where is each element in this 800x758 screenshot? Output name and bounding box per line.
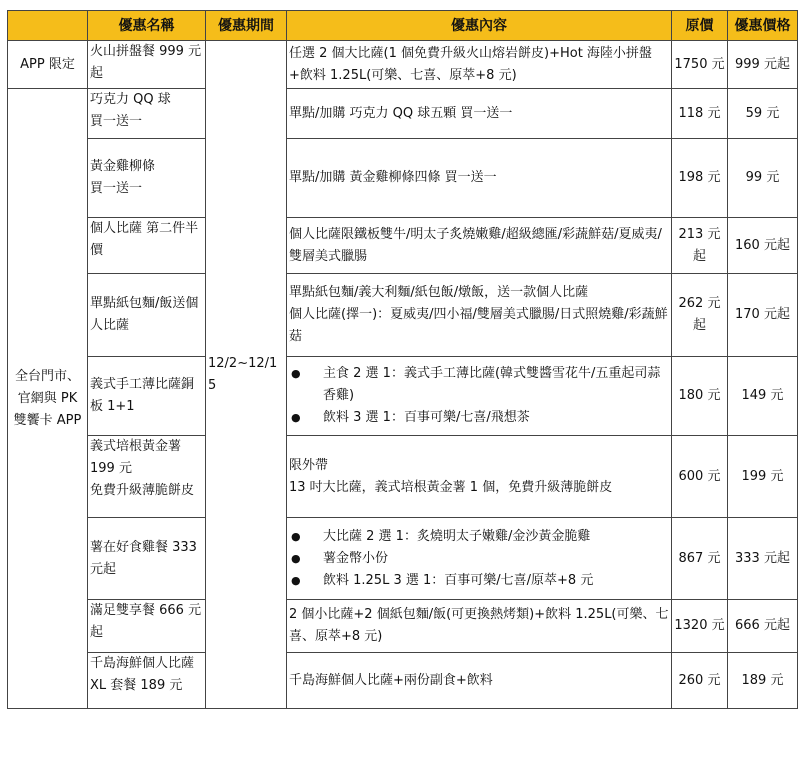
content-line: 限外帶 xyxy=(289,457,329,473)
promo-name: 火山拼盤餐 999 元起 xyxy=(88,41,206,89)
header-promo-price: 優惠價格 xyxy=(728,11,798,41)
promo-price: 59 元 xyxy=(728,89,798,139)
name-line: 免費升級薄脆餅皮 xyxy=(90,483,195,498)
promo-content xyxy=(287,653,672,709)
bullet-item: ● 飲料 1.25L 3 選 1：百事可樂/七喜/原萃+8 元 xyxy=(289,570,669,592)
table-row xyxy=(8,357,798,436)
promo-content xyxy=(287,436,672,518)
orig-price: 262 元起 xyxy=(672,274,728,357)
content-line: 2 個小比薩+2 個紙包麵/飯(可更換熱烤類)+飲料 1.25L(可樂、七喜、原萃+8 元) xyxy=(289,607,669,644)
promo-content xyxy=(287,274,672,357)
orig-price: 180 元 xyxy=(672,357,728,436)
orig-price: 600 元 xyxy=(672,436,728,518)
content-line: 個人比薩限鐵板雙牛/明太子炙燒嫩雞/超級總匯/彩蔬鮮菇/夏威夷/雙層美式臘腸 xyxy=(289,226,662,264)
promo-content xyxy=(287,218,672,274)
orig-price: 867 元 xyxy=(672,518,728,600)
promo-price: 189 元 xyxy=(728,653,798,709)
table-row xyxy=(8,89,798,139)
content-line: 單點紙包麵/義大利麵/紙包飯/燉飯，送一款個人比薩 xyxy=(289,285,589,300)
bullet-list xyxy=(289,526,669,592)
orig-price: 118 元 xyxy=(672,89,728,139)
table-row xyxy=(8,274,798,357)
promo-name xyxy=(88,139,206,218)
promo-price: 999 元起 xyxy=(728,41,798,89)
promo-name: 薯在好食雞餐 333 元起 xyxy=(88,518,206,600)
promo-price: 99 元 xyxy=(728,139,798,218)
group-all-line: 全台門市、 xyxy=(14,368,80,384)
promo-content xyxy=(287,41,672,89)
content-line: 13 吋大比薩，義式培根黃金薯 1 個，免費升級薄脆餅皮 xyxy=(289,479,613,495)
table-row xyxy=(8,139,798,218)
promo-price: 666 元起 xyxy=(728,600,798,653)
table-row xyxy=(8,518,798,600)
name-line: 黃金雞柳條 xyxy=(90,159,156,174)
orig-price: 213 元起 xyxy=(672,218,728,274)
promo-content xyxy=(287,600,672,653)
promo-content xyxy=(287,357,672,436)
table-row xyxy=(8,218,798,274)
promo-name: 個人比薩 第二件半價 xyxy=(88,218,206,274)
promo-table xyxy=(7,10,798,709)
group-all-line: 雙饗卡 APP xyxy=(13,412,82,428)
promo-price: 170 元起 xyxy=(728,274,798,357)
header-blank xyxy=(8,11,88,41)
header-period: 優惠期間 xyxy=(206,11,287,41)
name-line: 買一送一 xyxy=(90,181,143,196)
promo-name xyxy=(88,89,206,139)
promo-name: 千島海鮮個人比薩 XL 套餐 189 元 xyxy=(88,653,206,709)
name-line: 買一送一 xyxy=(90,114,143,129)
name-line: 199 元 xyxy=(90,461,132,476)
header-orig-price: 原價 xyxy=(672,11,728,41)
promo-name xyxy=(88,436,206,518)
content-line: 任選 2 個大比薩(1 個免費升級火山熔岩餅皮)+Hot 海陸小拼盤+飲料 1.25L(可樂、七喜、原萃+8 元) xyxy=(289,45,652,83)
bullet-item: ● 大比薩 2 選 1：炙燒明太子嫩雞/金沙黃金脆雞 xyxy=(289,526,669,548)
bullet-item: ● 飲料 3 選 1：百事可樂/七喜/飛想茶 xyxy=(289,407,669,429)
promo-content xyxy=(287,139,672,218)
header-name: 優惠名稱 xyxy=(88,11,206,41)
group-all-line: 官網與 PK xyxy=(17,390,78,406)
promo-period: 12/2~12/15 xyxy=(206,41,287,709)
content-line: 個人比薩(擇一)：夏威夷/四小福/雙層美式臘腸/日式照燒雞/彩蔬鮮菇 xyxy=(289,307,668,344)
table-row xyxy=(8,653,798,709)
content-line: 千島海鮮個人比薩+兩份副食+飲料 xyxy=(289,672,493,688)
orig-price: 1320 元 xyxy=(672,600,728,653)
promo-price: 199 元 xyxy=(728,436,798,518)
promo-content xyxy=(287,518,672,600)
promo-content xyxy=(287,89,672,139)
promo-name: 滿足雙享餐 666 元起 xyxy=(88,600,206,653)
promo-price: 333 元起 xyxy=(728,518,798,600)
table-row xyxy=(8,41,798,89)
name-line: 巧克力 QQ 球 xyxy=(90,92,171,107)
promo-name: 義式手工薄比薩銅板 1+1 xyxy=(88,357,206,436)
group-app: APP 限定 xyxy=(8,41,88,89)
header-content: 優惠內容 xyxy=(287,11,672,41)
orig-price: 260 元 xyxy=(672,653,728,709)
name-line: 義式培根黃金薯 xyxy=(90,439,182,454)
promo-price: 160 元起 xyxy=(728,218,798,274)
header-row xyxy=(8,11,798,41)
content-line: 單點/加購 巧克力 QQ 球五顆 買一送一 xyxy=(289,105,513,121)
bullet-item: ● 薯金幣小份 xyxy=(289,548,669,570)
bullet-list xyxy=(289,363,669,429)
table-row xyxy=(8,436,798,518)
promo-name: 單點紙包麵/飯送個人比薩 xyxy=(88,274,206,357)
content-line: 單點/加購 黃金雞柳條四條 買一送一 xyxy=(289,170,497,185)
group-all xyxy=(8,89,88,709)
orig-price: 198 元 xyxy=(672,139,728,218)
table-row xyxy=(8,600,798,653)
bullet-item: ● 主食 2 選 1：義式手工薄比薩(韓式雙醬雪花牛/五重起司蒜香雞) xyxy=(289,363,669,407)
promo-price: 149 元 xyxy=(728,357,798,436)
orig-price: 1750 元 xyxy=(672,41,728,89)
